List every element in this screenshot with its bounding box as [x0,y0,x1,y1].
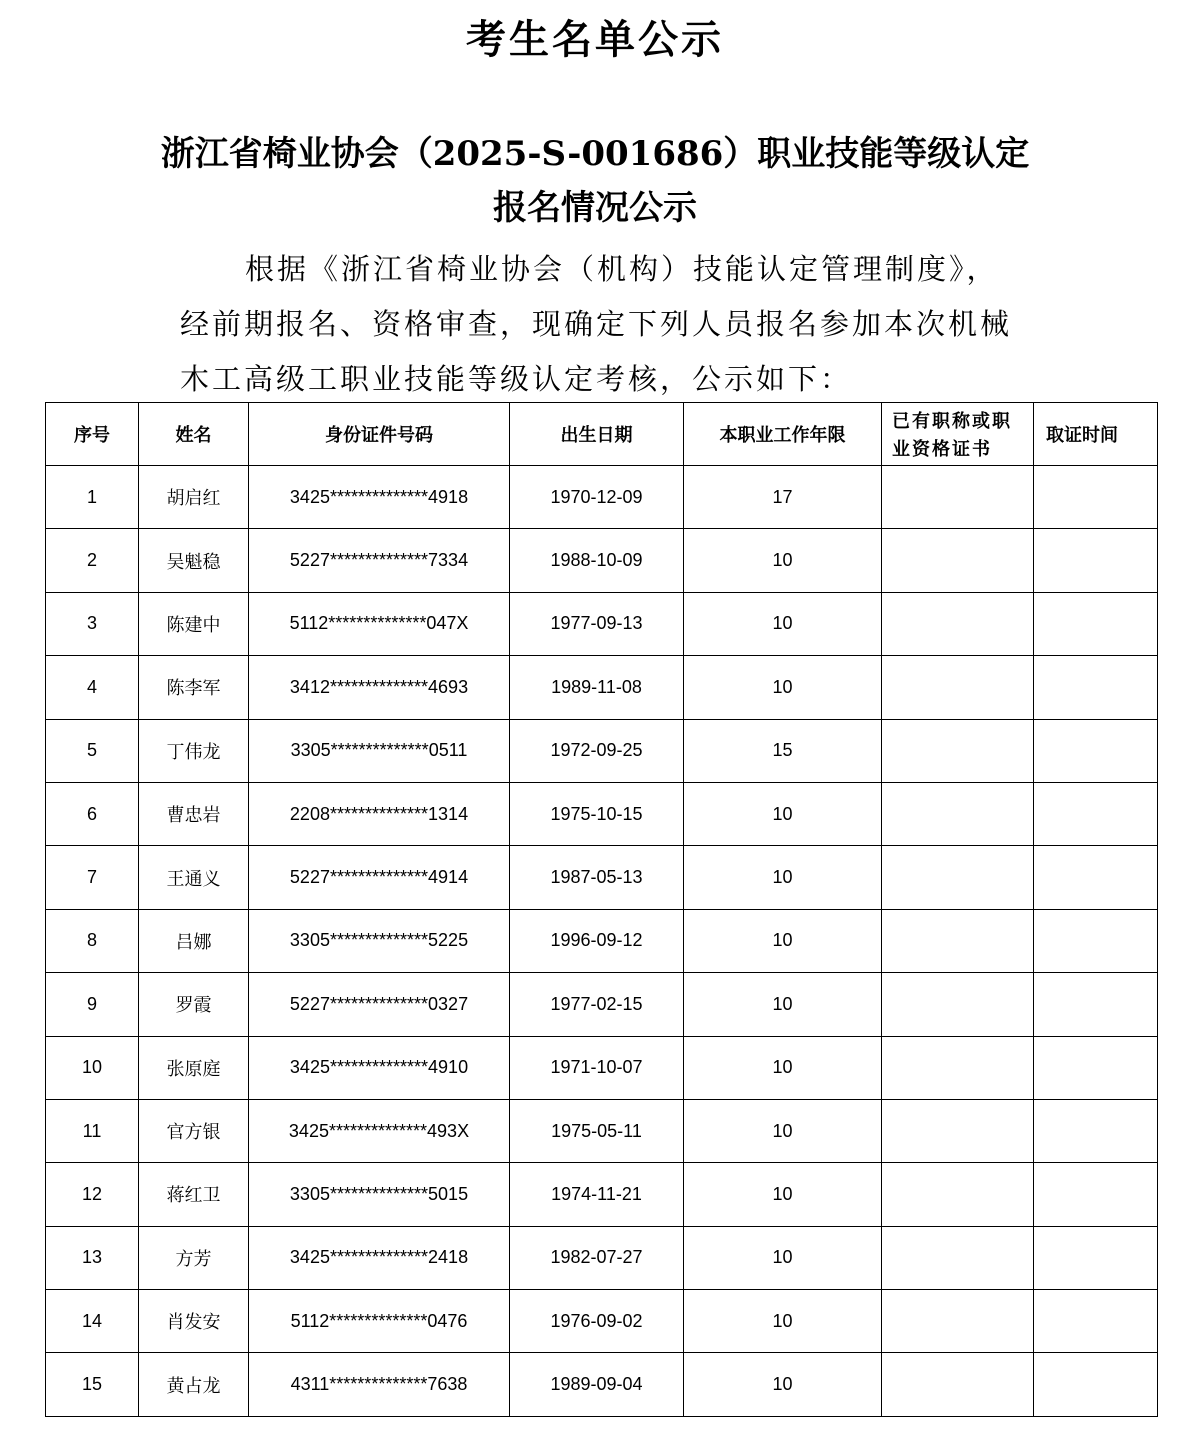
cell-work-years: 10 [684,592,882,655]
cell-birth-date: 1989-11-08 [510,656,684,719]
cell-name: 胡启红 [139,466,249,529]
cell-id-number: 3305**************5015 [249,1163,510,1226]
cell-cert-date [1034,1099,1158,1162]
cell-name: 吴魁稳 [139,529,249,592]
cell-seq: 12 [46,1163,139,1226]
cell-cert-date [1034,1290,1158,1353]
cell-cert-date [1034,719,1158,782]
cell-name: 张原庭 [139,1036,249,1099]
cell-work-years: 10 [684,1163,882,1226]
cell-id-number: 3305**************0511 [249,719,510,782]
table-row [46,719,1158,782]
table-row [46,1099,1158,1162]
table-body [46,466,1158,1417]
cell-birth-date: 1975-10-15 [510,782,684,845]
cell-certificate [882,1353,1034,1416]
cell-seq: 6 [46,782,139,845]
cell-work-years: 10 [684,782,882,845]
cell-name: 陈李军 [139,656,249,719]
cell-seq: 7 [46,846,139,909]
cell-id-number: 5112**************0476 [249,1290,510,1353]
cell-name: 王通义 [139,846,249,909]
cell-birth-date: 1975-05-11 [510,1099,684,1162]
table-row [46,909,1158,972]
cell-cert-date [1034,1036,1158,1099]
cell-birth-date: 1970-12-09 [510,466,684,529]
cell-seq: 15 [46,1353,139,1416]
cell-work-years: 10 [684,1099,882,1162]
cell-certificate [882,1163,1034,1226]
intro-line-2: 经前期报名、资格审查，现确定下列人员报名参加本次机械 [180,307,1013,341]
cell-certificate [882,719,1034,782]
table-row [46,782,1158,845]
cell-cert-date [1034,592,1158,655]
cell-id-number: 2208**************1314 [249,782,510,845]
cell-certificate [882,846,1034,909]
cell-seq: 11 [46,1099,139,1162]
cell-birth-date: 1977-02-15 [510,973,684,1036]
cell-birth-date: 1971-10-07 [510,1036,684,1099]
cell-id-number: 3425**************4918 [249,466,510,529]
cell-birth-date: 1987-05-13 [510,846,684,909]
cell-birth-date: 1989-09-04 [510,1353,684,1416]
cell-birth-date: 1972-09-25 [510,719,684,782]
cell-certificate [882,1290,1034,1353]
cell-work-years: 10 [684,1353,882,1416]
cell-birth-date: 1988-10-09 [510,529,684,592]
table-row [46,529,1158,592]
cell-id-number: 3425**************493X [249,1099,510,1162]
cell-cert-date [1034,973,1158,1036]
header-birth-date: 出生日期 [510,403,684,466]
cell-work-years: 10 [684,656,882,719]
table-row [46,1353,1158,1416]
table-row [46,466,1158,529]
cell-id-number: 3412**************4693 [249,656,510,719]
table-row [46,1226,1158,1289]
table-header-row [46,403,1158,466]
table-row [46,1036,1158,1099]
cell-certificate [882,592,1034,655]
cell-name: 罗霞 [139,973,249,1036]
intro-line-1: 根据《浙江省椅业协会（机构）技能认定管理制度》， [245,252,999,286]
table-row [46,656,1158,719]
cell-certificate [882,1226,1034,1289]
cell-cert-date [1034,1163,1158,1226]
table-row [46,973,1158,1036]
cell-cert-date [1034,1226,1158,1289]
cell-cert-date [1034,656,1158,719]
cell-seq: 2 [46,529,139,592]
cell-work-years: 10 [684,1226,882,1289]
cell-certificate [882,782,1034,845]
cell-cert-date [1034,1353,1158,1416]
header-certificate: 已有职称或职业资格证书 [882,403,1034,466]
cell-work-years: 10 [684,1290,882,1353]
cell-work-years: 15 [684,719,882,782]
cell-seq: 5 [46,719,139,782]
cell-seq: 1 [46,466,139,529]
cell-work-years: 10 [684,973,882,1036]
cell-seq: 13 [46,1226,139,1289]
intro-paragraph [180,242,1020,407]
header-work-years: 本职业工作年限 [684,403,882,466]
cell-name: 方芳 [139,1226,249,1289]
cell-id-number: 5227**************4914 [249,846,510,909]
cell-birth-date: 1974-11-21 [510,1163,684,1226]
cell-cert-date [1034,909,1158,972]
table-row [46,592,1158,655]
cell-birth-date: 1976-09-02 [510,1290,684,1353]
table-row [46,846,1158,909]
cell-id-number: 3425**************2418 [249,1226,510,1289]
cell-certificate [882,909,1034,972]
header-seq: 序号 [46,403,139,466]
notice-title-line1: 浙江省椅业协会（2025-S-001686）职业技能等级认定 [160,134,1030,174]
page-title: 考生名单公示 [466,16,724,63]
cell-birth-date: 1996-09-12 [510,909,684,972]
cell-work-years: 17 [684,466,882,529]
cell-cert-date [1034,782,1158,845]
cell-name: 黄占龙 [139,1353,249,1416]
cell-name: 吕娜 [139,909,249,972]
candidate-table [45,402,1158,1417]
cell-id-number: 3305**************5225 [249,909,510,972]
cell-certificate [882,529,1034,592]
cell-work-years: 10 [684,909,882,972]
cell-name: 蒋红卫 [139,1163,249,1226]
cell-work-years: 10 [684,529,882,592]
cell-seq: 14 [46,1290,139,1353]
cell-seq: 9 [46,973,139,1036]
cell-certificate [882,1099,1034,1162]
cell-certificate [882,466,1034,529]
header-cert-date: 取证时间 [1034,403,1158,466]
cell-name: 官方银 [139,1099,249,1162]
header-id-number: 身份证件号码 [249,403,510,466]
cell-birth-date: 1977-09-13 [510,592,684,655]
cell-work-years: 10 [684,1036,882,1099]
cell-certificate [882,973,1034,1036]
cell-name: 曹忠岩 [139,782,249,845]
cell-seq: 10 [46,1036,139,1099]
header-name: 姓名 [139,403,249,466]
intro-line-3: 木工高级工职业技能等级认定考核，公示如下： [180,362,853,396]
table-row [46,1163,1158,1226]
cell-id-number: 5112**************047X [249,592,510,655]
cell-id-number: 3425**************4910 [249,1036,510,1099]
cell-id-number: 5227**************7334 [249,529,510,592]
cell-cert-date [1034,529,1158,592]
cell-id-number: 5227**************0327 [249,973,510,1036]
cell-seq: 3 [46,592,139,655]
cell-certificate [882,1036,1034,1099]
table-row [46,1290,1158,1353]
cell-cert-date [1034,846,1158,909]
cell-birth-date: 1982-07-27 [510,1226,684,1289]
cell-id-number: 4311**************7638 [249,1353,510,1416]
cell-work-years: 10 [684,846,882,909]
cell-name: 丁伟龙 [139,719,249,782]
cell-certificate [882,656,1034,719]
cell-seq: 8 [46,909,139,972]
cell-name: 肖发安 [139,1290,249,1353]
notice-title-line2: 报名情况公示 [493,188,697,228]
cell-name: 陈建中 [139,592,249,655]
cell-cert-date [1034,466,1158,529]
cell-seq: 4 [46,656,139,719]
